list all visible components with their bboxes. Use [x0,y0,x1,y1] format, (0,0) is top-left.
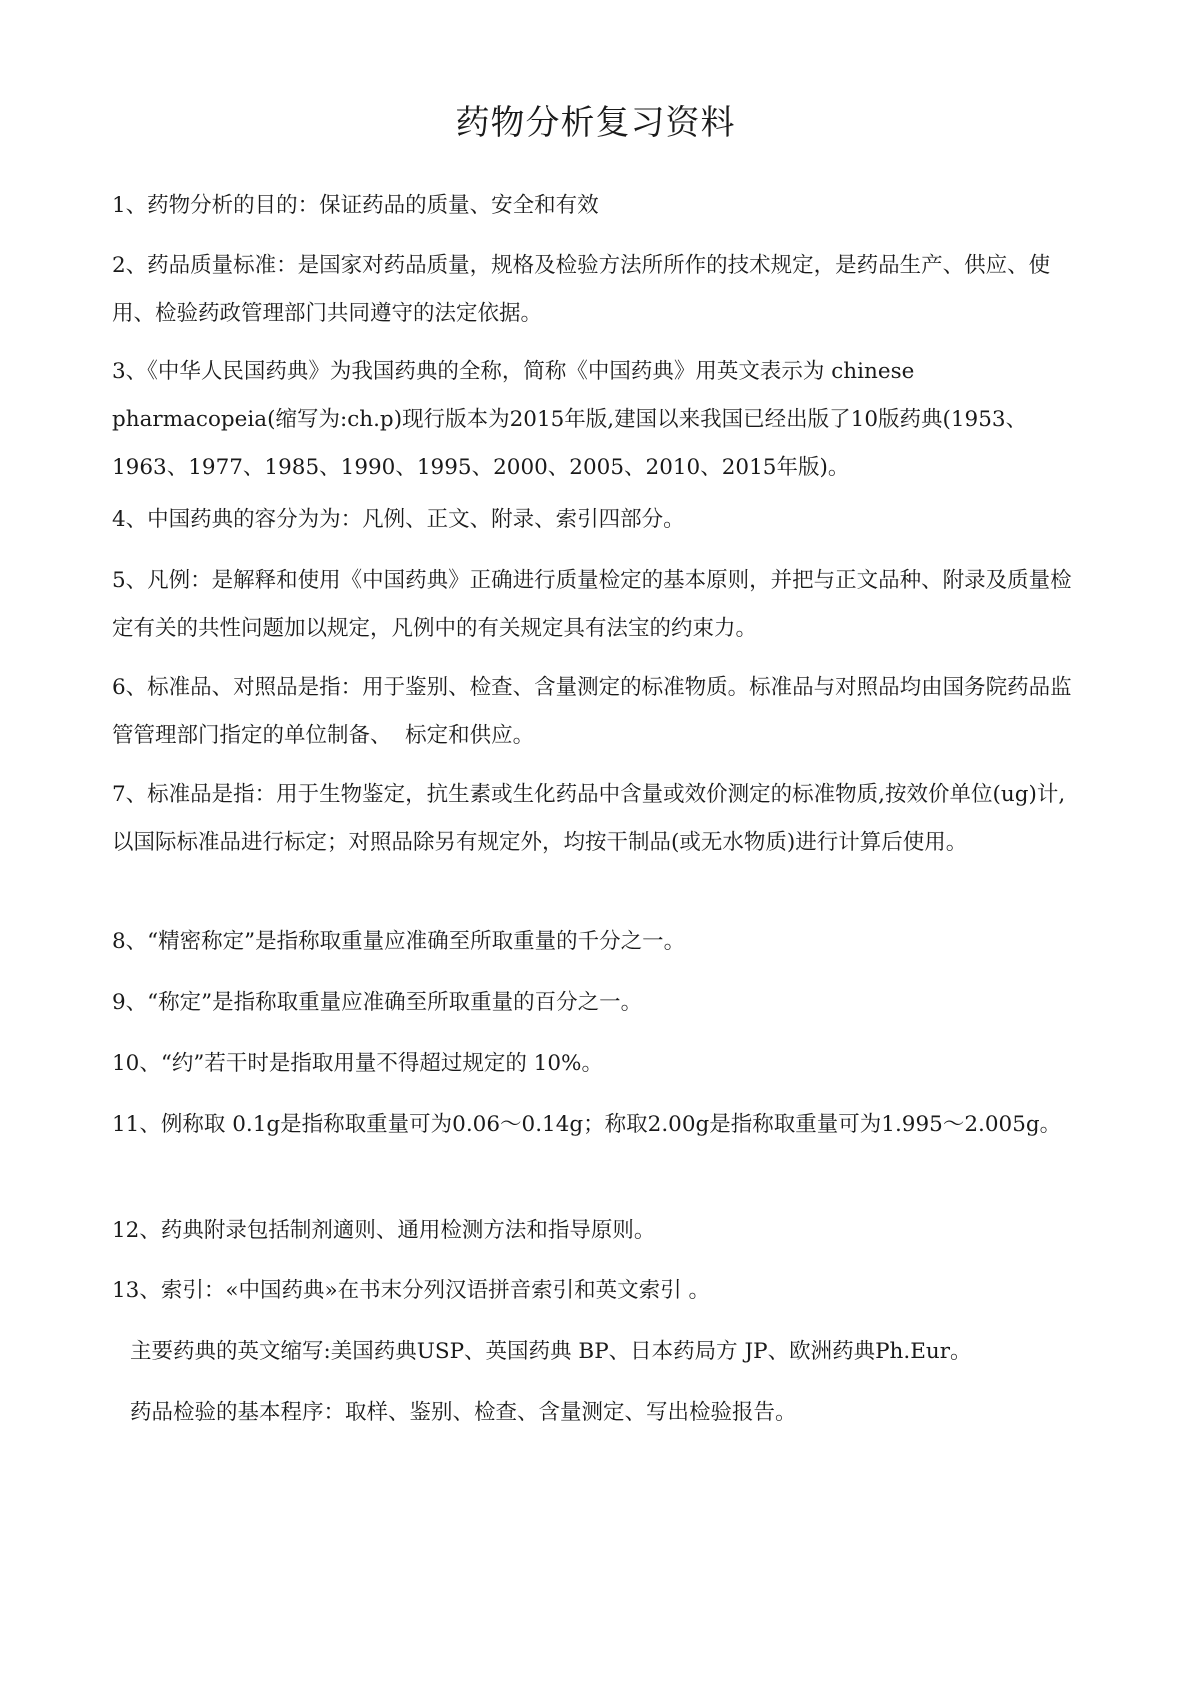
paragraph-11: 11、例称取 0.1g是指称取重量可为0.06～0.14g；称取2.00g是指称取重量可为1.995～2.005g。 [112,1112,1062,1137]
paragraph-1: 1、药物分析的目的：保证药品的质量、安全和有效 [112,193,599,218]
paragraph-10: 10、“约”若干时是指取用量不得超过规定的 10%。 [112,1051,603,1076]
paragraph-4: 4、中国药典的容分为为：凡例、正文、附录、索引四部分。 [112,507,685,532]
paragraph-8: 8、“精密称定”是指称取重量应准确至所取重量的千分之一。 [112,929,686,954]
page-title: 药物分析复习资料 [455,103,736,143]
paragraph-9: 9、“称定”是指称取重量应准确至所取重量的百分之一。 [112,990,643,1015]
paragraph-13: 13、索引：«中国药典»在书末分列汉语拼音索引和英文索引 。 [112,1278,711,1303]
paragraph-2: 2、药品质量标准：是国家对药品质量，规格及检验方法所所作的技术规定，是药品生产、供应、使用、检验药政管理部门共同遵守的法定依据。 [112,253,1051,326]
paragraph-12: 12、药典附录包括制剂適则、通用检测方法和指导原则。 [112,1218,656,1243]
paragraph-5: 5、凡例：是解释和使用《中国药典》正确进行质量检定的基本原则，并把与正文品种、附录及质量检定有关的共性问题加以规定，凡例中的有关规定具有法宝的约束力。 [112,568,1072,641]
paragraph-3: 3、《中华人民国药典》为我国药典的全称，简称《中国药典》用英文表示为 chinese pharmacopeia(缩写为:ch.p)现行版本为2015年版,建国以来我国已经出版了10版药典(1953、1963、1977、1985、1990、1995、2000、2005、2010、2015年版)。 [112,359,1028,480]
paragraph-procedure: 药品检验的基本程序：取样、鉴别、检查、含量测定、写出检验报告。 [130,1400,797,1425]
paragraph-abbreviations: 主要药典的英文缩写:美国药典USP、英国药典 BP、日本药局方 JP、欧洲药典Ph.Eur。 [130,1339,972,1364]
paragraph-6: 6、标准品、对照品是指：用于鉴别、检查、含量测定的标准物质。标准品与对照品均由国务院药品监管管理部门指定的单位制备、 标定和供应。 [112,675,1072,748]
paragraph-7: 7、标准品是指：用于生物鉴定，抗生素或生化药品中含量或效价测定的标准物质,按效价单位(ug)计,以国际标准品进行标定；对照品除另有规定外，均按干制品(或无水物质)进行计算后使用。 [112,782,1066,855]
